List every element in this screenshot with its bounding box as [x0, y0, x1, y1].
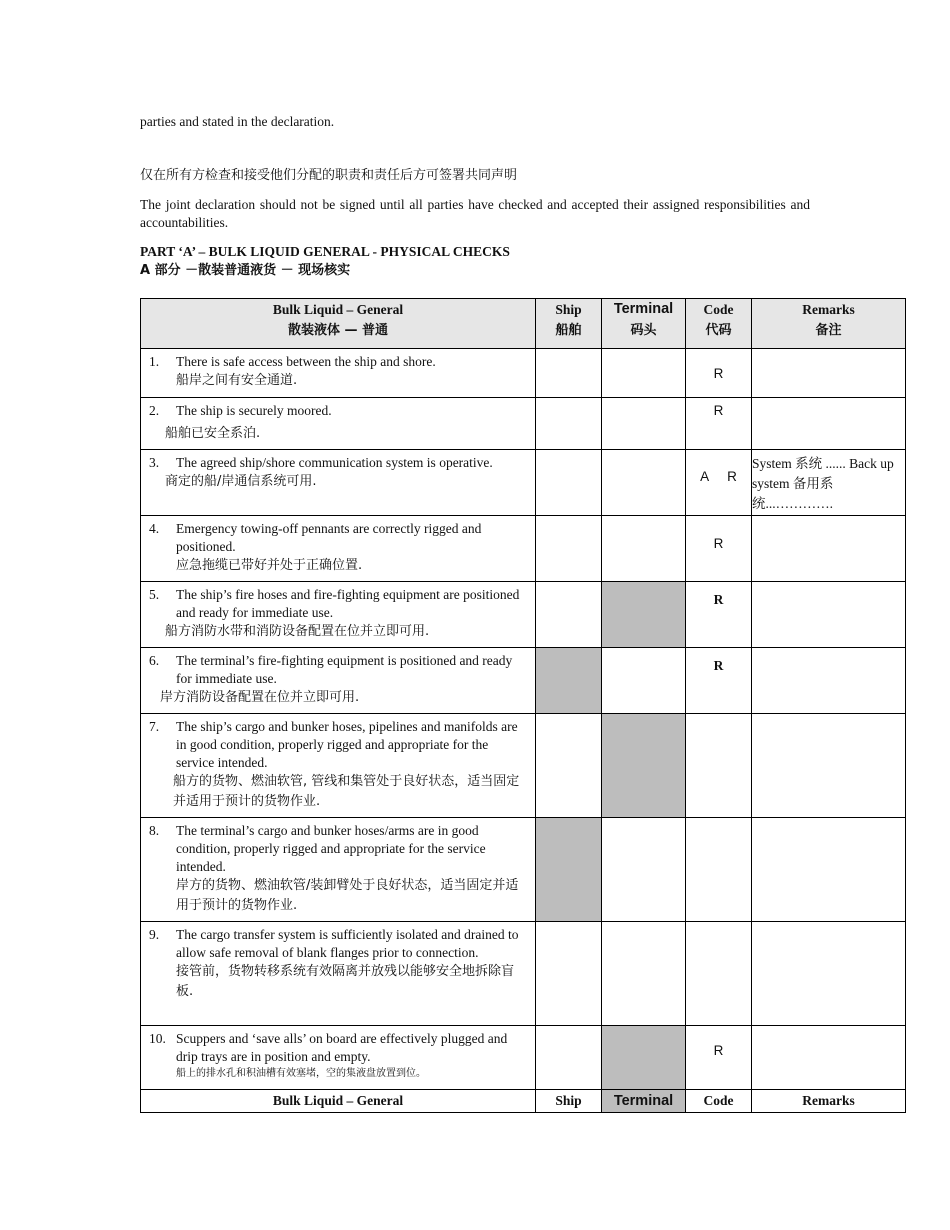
footer-code: Code	[686, 1090, 752, 1113]
item-number: 7.	[149, 719, 160, 734]
ship-check-cell-shaded	[536, 648, 602, 714]
header-ship-cn: 船舶	[555, 323, 582, 338]
item-text-cn: 船岸之间有安全通道.	[176, 373, 298, 388]
terminal-check-cell-shaded	[602, 582, 686, 648]
terminal-check-cell[interactable]	[602, 818, 686, 922]
ship-check-cell[interactable]	[536, 398, 602, 450]
item-text-en: Scuppers and ‘save alls’ on board are effectively plugged and drip trays are in position and empty.	[176, 1031, 508, 1064]
header-remarks-en: Remarks	[802, 302, 855, 317]
item-number: 3.	[149, 455, 160, 470]
item-text-en: The ship is securely moored.	[176, 403, 332, 418]
item-text-en: The ship’s cargo and bunker hoses, pipelines and manifolds are in good condition, properly rigged and appropriate for the service intended.	[176, 719, 518, 770]
item-text-en: The cargo transfer system is sufficiently isolated and drained to allow safe removal of blank flanges prior to connection.	[176, 927, 519, 960]
remarks-cell[interactable]	[752, 1026, 906, 1090]
terminal-check-cell[interactable]	[602, 648, 686, 714]
footer-terminal: Terminal	[602, 1090, 686, 1113]
footer-ship: Ship	[536, 1090, 602, 1113]
footer-item: Bulk Liquid – General	[141, 1090, 536, 1113]
code-cell: A R	[686, 450, 752, 516]
intro-continuation: parties and stated in the declaration.	[140, 114, 335, 129]
header-terminal	[602, 299, 686, 349]
header-code-en: Code	[703, 302, 734, 317]
terminal-check-cell-shaded	[602, 714, 686, 818]
item-number: 9.	[149, 927, 160, 942]
header-ship	[536, 299, 602, 349]
table-row	[141, 818, 906, 922]
header-remarks	[752, 299, 906, 349]
remarks-cell[interactable]: System 系统 ...... Back up system 备用系统...………….	[752, 450, 906, 516]
item-cell	[141, 1026, 536, 1090]
code-cell	[686, 922, 752, 1026]
remarks-cell[interactable]	[752, 714, 906, 818]
header-remarks-cn: 备注	[815, 323, 842, 338]
part-title-cn: A 部分 －散装普通液货 － 现场核实	[140, 263, 351, 278]
terminal-check-cell[interactable]	[602, 516, 686, 582]
header-item	[141, 299, 536, 349]
table-row	[141, 516, 906, 582]
item-number: 4.	[149, 521, 160, 536]
item-cell	[141, 349, 536, 398]
header-terminal-cn: 码头	[630, 323, 657, 338]
en-note: The joint declaration should not be signed until all parties have checked and accepted their assigned responsibilities and accountabilities.	[140, 197, 810, 230]
item-text-en: The agreed ship/shore communication system is operative.	[176, 455, 493, 470]
item-number: 1.	[149, 354, 160, 369]
remarks-cell[interactable]	[752, 398, 906, 450]
remarks-cell[interactable]	[752, 516, 906, 582]
checklist-table	[140, 298, 906, 1113]
code-cell: R	[686, 582, 752, 648]
item-text-en: The ship’s fire hoses and fire-fighting equipment are positioned and ready for immediate use.	[176, 587, 520, 620]
code-cell: R	[686, 349, 752, 398]
ship-check-cell[interactable]	[536, 349, 602, 398]
table-row	[141, 714, 906, 818]
item-text-cn: 接管前，货物转移系统有效隔离并放残以能够安全地拆除盲板.	[176, 964, 515, 999]
item-text-cn: 船舶已安全系泊.	[165, 426, 261, 441]
ship-check-cell[interactable]	[536, 714, 602, 818]
item-cell	[141, 398, 536, 450]
item-text-en: The terminal’s fire-fighting equipment is positioned and ready for immediate use.	[176, 653, 513, 686]
header-ship-en: Ship	[555, 302, 582, 317]
item-cell	[141, 450, 536, 516]
footer-remarks: Remarks	[752, 1090, 906, 1113]
remarks-cell[interactable]	[752, 648, 906, 714]
item-number: 10.	[149, 1031, 166, 1046]
ship-check-cell[interactable]	[536, 1026, 602, 1090]
table-footer-row	[141, 1090, 906, 1113]
ship-check-cell-shaded	[536, 818, 602, 922]
header-code	[686, 299, 752, 349]
remarks-cell[interactable]	[752, 349, 906, 398]
item-text-cn: 应急拖缆已带好并处于正确位置.	[176, 558, 363, 573]
item-text-en: The terminal’s cargo and bunker hoses/arms are in good condition, properly rigged and appropriate for the service intended.	[176, 823, 486, 874]
terminal-check-cell[interactable]	[602, 398, 686, 450]
table-header-row	[141, 299, 906, 349]
code-cell: R	[686, 648, 752, 714]
terminal-check-cell-shaded	[602, 1026, 686, 1090]
cn-note: 仅在所有方检查和接受他们分配的职责和责任后方可签署共同声明	[140, 168, 518, 183]
item-cell	[141, 714, 536, 818]
header-terminal-en: Terminal	[613, 301, 674, 317]
code-cell: R	[686, 1026, 752, 1090]
code-cell	[686, 714, 752, 818]
code-cell: R	[686, 398, 752, 450]
ship-check-cell[interactable]	[536, 922, 602, 1026]
terminal-check-cell[interactable]	[602, 922, 686, 1026]
item-number: 8.	[149, 823, 160, 838]
ship-check-cell[interactable]	[536, 450, 602, 516]
table-row	[141, 648, 906, 714]
table-row	[141, 1026, 906, 1090]
item-cell	[141, 648, 536, 714]
terminal-check-cell[interactable]	[602, 349, 686, 398]
item-cell	[141, 582, 536, 648]
terminal-check-cell[interactable]	[602, 450, 686, 516]
table-row	[141, 582, 906, 648]
item-text-cn: 岸方的货物、燃油软管/装卸臂处于良好状态，适当固定并适用于预计的货物作业.	[176, 878, 519, 913]
table-row	[141, 450, 906, 516]
item-cell	[141, 818, 536, 922]
item-text-en: Emergency towing-off pennants are correctly rigged and positioned.	[176, 521, 482, 554]
item-text-en: There is safe access between the ship and shore.	[176, 354, 436, 369]
item-text-cn: 船上的排水孔和积油槽有效塞堵，空的集液盘放置到位。	[176, 1068, 426, 1079]
header-item-cn: 散装液体 — 普通	[287, 323, 389, 338]
item-text-cn: 船方的货物、燃油软管, 管线和集管处于良好状态，适当固定并适用于预计的货物作业.	[173, 774, 520, 809]
code-cell	[686, 818, 752, 922]
item-number: 6.	[149, 653, 160, 668]
ship-check-cell[interactable]	[536, 516, 602, 582]
item-text-cn: 岸方消防设备配置在位并立即可用.	[160, 690, 360, 705]
ship-check-cell[interactable]	[536, 582, 602, 648]
code-cell: R	[686, 516, 752, 582]
header-code-cn: 代码	[705, 323, 732, 338]
table-row	[141, 922, 906, 1026]
item-number: 2.	[149, 403, 160, 418]
table-row	[141, 398, 906, 450]
header-item-en: Bulk Liquid – General	[272, 302, 404, 317]
remarks-cell[interactable]	[752, 818, 906, 922]
item-cell	[141, 922, 536, 1026]
remarks-cell[interactable]	[752, 582, 906, 648]
remarks-cell[interactable]	[752, 922, 906, 1026]
item-text-cn: 船方消防水带和消防设备配置在位并立即可用.	[165, 624, 430, 639]
table-row	[141, 349, 906, 398]
item-number: 5.	[149, 587, 160, 602]
part-title-en: PART ‘A’ – BULK LIQUID GENERAL - PHYSICAL CHECKS	[140, 244, 510, 259]
item-cell	[141, 516, 536, 582]
item-text-cn: 商定的船/岸通信系统可用.	[165, 474, 317, 489]
